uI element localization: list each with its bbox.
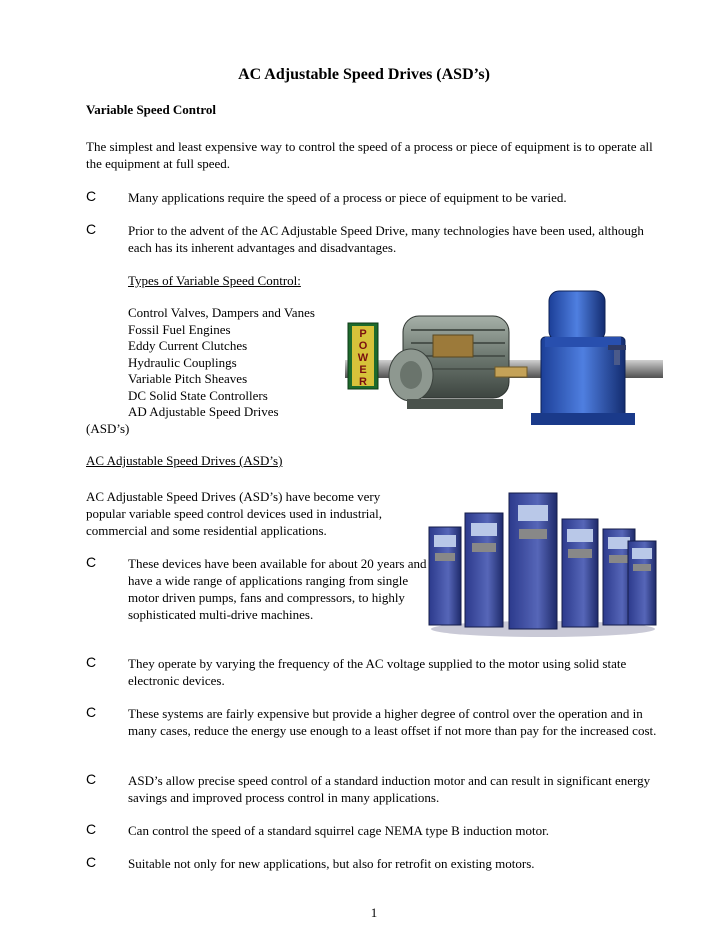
power-letter: O [358,340,368,352]
bullet-marker: C [86,704,97,720]
types-list-wrap: (ASD’s) [86,421,130,436]
motor-photo [345,283,665,443]
bullet-text: Many applications require the speed of a process or piece of equipment to be varied. [128,190,567,205]
types-list-item: DC Solid State Controllers [128,387,268,403]
types-list-item: Eddy Current Clutches [128,338,248,353]
power-sign [348,323,378,389]
bullet-text: These devices have been available for about 20 years and have a wide range of applications ranging from single motor driven pumps, fans and compressors, to highly sophisticated multi-drive machines. [128,556,427,622]
bullet-marker: C [86,654,97,670]
types-list-item: Hydraulic Couplings [128,354,237,370]
asd-intro-paragraph: AC Adjustable Speed Drives (ASD’s) have become very popular variable speed control devices used in industrial, commercial and some residential applications. [86,489,383,538]
page-number: 1 [370,905,378,920]
bullet-text: Can control the speed of a standard squirrel cage NEMA type B induction motor. [128,823,549,838]
drive-unit [628,541,656,625]
section-heading-asd: AC Adjustable Speed Drives (ASD’s) [86,453,283,468]
bullet-text: ASD’s allow precise speed control of a standard induction motor and can result in significant energy savings and improved process control in many applications. [128,773,651,805]
types-heading: Types of Variable Speed Control: [128,273,301,288]
power-letter: E [359,364,367,376]
bullet-text: Suitable not only for new applications, but also for retrofit on existing motors. [128,856,535,871]
power-letter: R [359,376,367,388]
power-letter: W [357,352,369,364]
types-list-item: Variable Pitch Sheaves [128,371,248,386]
bullet-text: They operate by varying the frequency of the AC voltage supplied to the motor using solid state electronic devices. [128,656,627,688]
types-list-item: Fossil Fuel Engines [128,321,231,337]
bullet-marker: C [86,188,97,204]
bullet-marker: C [86,854,97,870]
bullet-marker: C [86,821,97,837]
bullet-marker: C [86,221,97,237]
types-list [128,305,315,421]
drive-unit [429,527,461,625]
bullet-marker: C [86,554,97,570]
types-list-item: AD Adjustable Speed Drives [128,404,279,419]
section-heading-variable-speed: Variable Speed Control [86,102,217,117]
drive-unit [562,519,598,627]
asd-drives-photo [425,491,660,639]
drive-unit [465,513,503,627]
bullet-text: These systems are fairly expensive but provide a higher degree of control over the operation and in many cases, reduce the energy use enough to a least offset if not more than pay for the increased cost. [128,706,657,738]
gray-motor [389,316,527,409]
types-list-item: Control Valves, Dampers and Vanes [128,305,315,320]
bullet-text: Prior to the advent of the AC Adjustable Speed Drive, many technologies have been used, although each has its inherent advantages and disadvantages. [128,223,644,255]
drive-unit [509,493,557,629]
page-title: AC Adjustable Speed Drives (ASD’s) [238,66,490,83]
bullet-marker: C [86,771,97,787]
blue-motor [531,291,635,425]
power-letter: P [359,328,367,340]
intro-paragraph: The simplest and least expensive way to control the speed of a process or piece of equipment is to operate all the equipment at full speed. [86,139,653,171]
